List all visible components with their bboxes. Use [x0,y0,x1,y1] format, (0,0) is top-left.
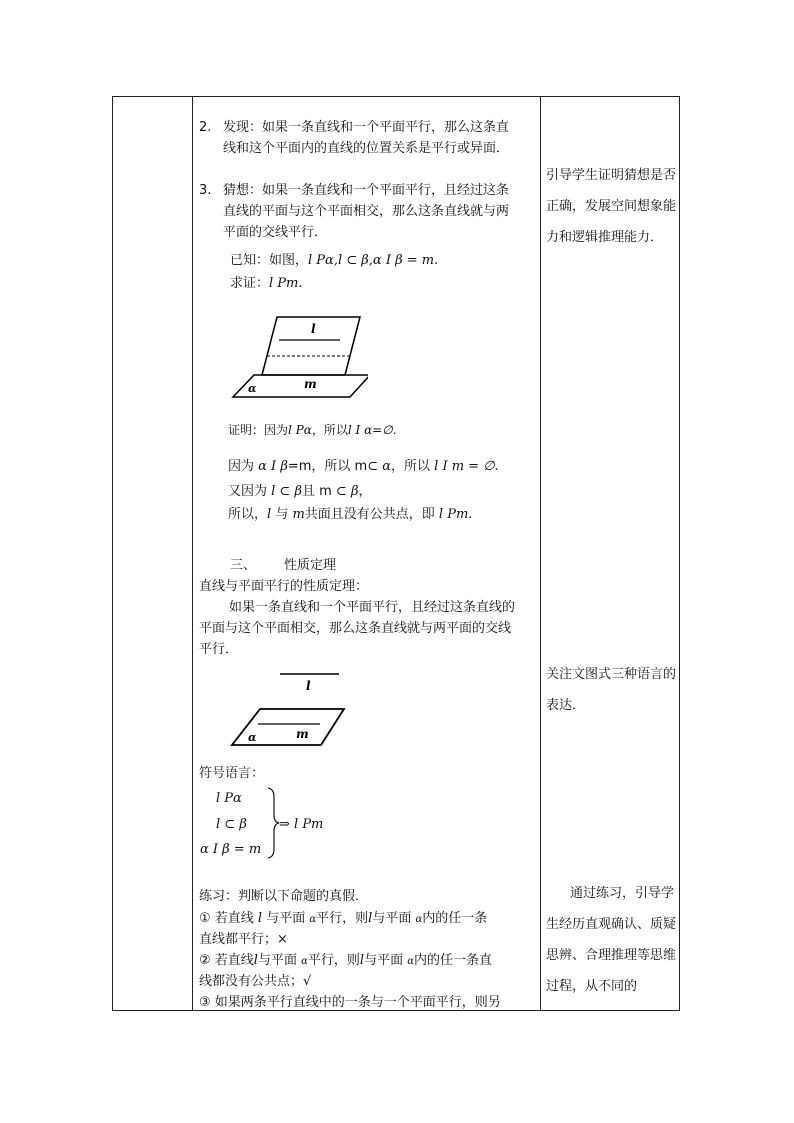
label-l: l [306,679,311,693]
exercise-q1-line-2: 直线都平行；× [199,932,288,947]
symbolic-conclusion: ⇒ l Pm [279,817,324,832]
theorem-line-1: 如果一条直线和一个平面平行，且经过这条直线的 [229,600,516,615]
exercise-q3-line-1: ③ 如果两条平行直线中的一条与一个平面平行，则另 [199,995,501,1010]
column-divider-right [540,97,541,1010]
theorem-title: 直线与平面平行的性质定理： [199,579,369,594]
note-three-languages: 关注文图式三种语言的表达． [546,667,677,713]
plane-figure-2 [228,666,352,752]
theorem-line-3: 平行． [199,642,239,657]
exercise-q2-line-1: ② 若直线l与平面 α平行，则l与平面 α内的任一条直 [199,953,492,968]
label-l: l [311,322,316,336]
proof-line-4: 所以，l 与 m共面且没有公共点，即 l Pm. [228,507,473,522]
note-proof-guidance: 引导学生证明猜想是否正确，发展空间想象能力和逻辑推理能力． [546,168,677,245]
section-heading: 三、 性质定理 [230,558,337,573]
column-divider-left [192,97,193,1010]
label-m: m [304,377,317,391]
label-m: m [296,727,309,741]
note-exercise-guidance: 通过练习，引导学生经历直观确认、质疑思辨、合理推理等思维过程，从不同的 [546,886,677,994]
proof-line-3: 又因为 l ⊂ β且 m ⊂ β， [228,484,372,499]
right-brace [266,787,280,859]
theorem-line-2: 平面与这个平面相交，那么这条直线就与两平面的交线 [199,621,512,636]
symbolic-row-3: α I β = m [200,842,262,857]
proof-line-1: 证明：因为l Pα，所以l I α=∅. [228,423,397,437]
item-3-line-3: 平面的交线平行． [223,225,328,240]
proof-line-2: 因为 α I β=m，所以 m⊂ α，所以 l I m = ∅. [228,459,499,474]
symbolic-label: 符号语言： [199,766,265,781]
symbolic-row-2: l ⊂ β [216,817,247,832]
prove-line: 求证：l Pm. [230,276,303,291]
exercise-title: 练习：判断以下命题的真假． [199,889,369,904]
item-3-line-2: 直线的平面与这个平面相交，那么这条直线就与两 [223,204,510,219]
symbolic-row-1: l Pα [216,791,242,806]
label-alpha: α [248,731,257,744]
given-line: 已知：如图，l Pα,l ⊂ β,α I β = m. [230,253,439,268]
plane-figure-1 [228,312,368,402]
item-2-line-1: 2. 发现：如果一条直线和一个平面平行，那么这条直 [199,120,510,135]
label-alpha: α [248,382,257,395]
exercise-q2-line-2: 线都没有公共点；√ [199,974,312,989]
exercise-q1-line-1: ① 若直线 l 与平面 α平行，则l与平面 α内的任一条 [199,911,488,926]
item-3-line-1: 3. 猜想：如果一条直线和一个平面平行，且经过这条 [199,183,510,198]
item-2-line-2: 线和这个平面内的直线的位置关系是平行或异面． [223,141,510,156]
